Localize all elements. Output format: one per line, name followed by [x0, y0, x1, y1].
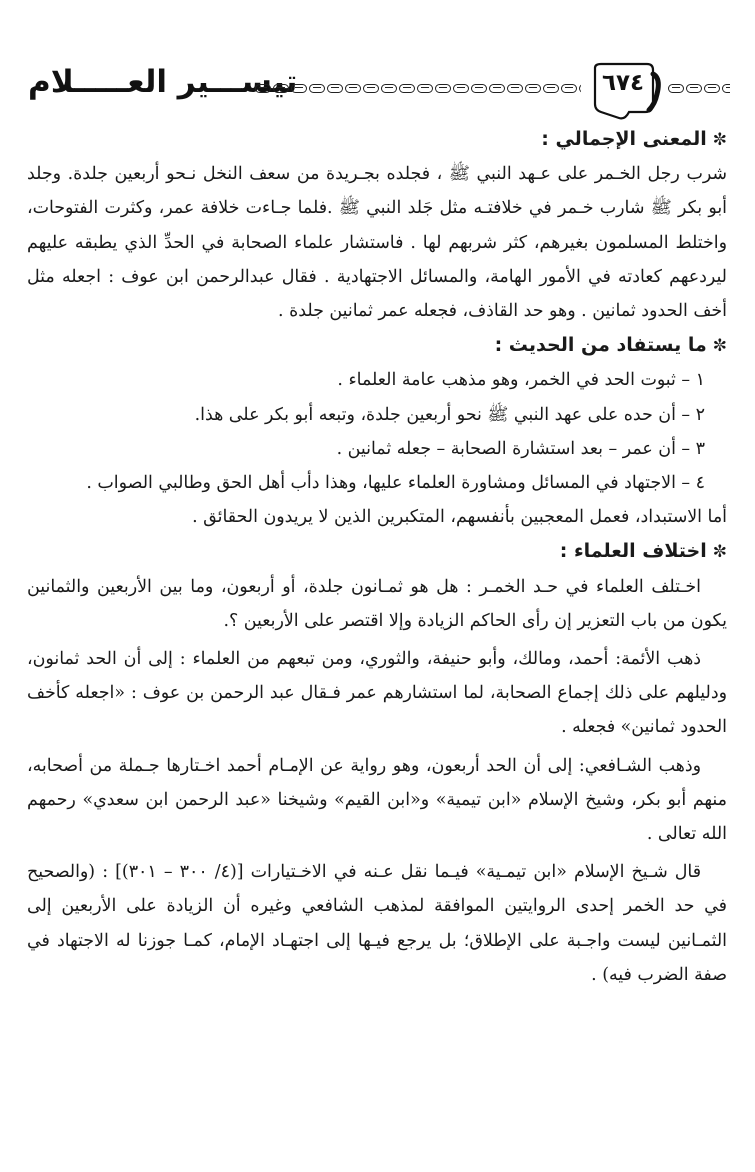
chain-ornament-icon [668, 82, 730, 94]
paragraph-general-meaning: شرب رجل الخـمر على عـهد النبي ﷺ ، فجلده بجـريدة من سعف النخل نـحو أربعين جلدة. وجلد أبو بكر ﷺ شارب خـمر في خلافتـه مثل جَلد النبي ﷺ .فلما جـاءت خلافة عمر، وكثرت الفتوحات، واختلط المسلمون بغيرهم، كثر شربهم لها . فاستشار علماء الصحابة في الحدِّ الذي يطبقه عليهم ليردعهم كعادته في الأمور الهامة، والمسائل الاجتهادية . فقال عبدالرحمن ابن عوف : اجعله مثل أخف الحدود ثمانين . وهو حد القاذف، فجعله عمر ثمانين جلدة . [27, 164, 727, 322]
heading-text: المعنى الإجمالي : [541, 128, 707, 150]
list-item: ١ – ثبوت الحد في الخمر، وهو مذهب عامة العلماء . [337, 370, 705, 391]
paragraph-disagreement: قال شـيخ الإسلام «ابن تيمـية» فيـما نقل عـنه في الاخـتيارات [(٤/ ٣٠٠ – ٣٠١)] : (والصحيح في حد الخمر إحدى الروايتين الموافقة لمذهب الشافعي وغيره أن الزيادة على الأربعين إلى الثمـانين ليست واجـبة على الإطلاق؛ بل يرجع فيـها إلى اجتهـاد الإمام، كمـا جوزنا له الاجتهاد في صفة الضرب فيه) . [27, 862, 727, 985]
book-title: تيســـير العـــــلام [28, 64, 298, 100]
paragraph-disagreement: اخـتلف العلماء في حـد الخمـر : هل هو ثمـانون جلدة، أو أربعون، وما بين الأربعين والثمانين يكون من باب التعزير إن رأى الحاكم الزيادة وإلا اقتصر على الأربعين ؟. [27, 576, 727, 631]
paragraph-benefits-closing: أما الاستبداد، فعمل المعجبين بأنفسهم، المتكبرين الذين لا يريدون الحقائق . [192, 507, 727, 528]
page-number: ٦٧٤ [601, 70, 645, 96]
list-item: ٢ – أن حده على عهد النبي ﷺ نحو أربعين جلدة، وتبعه أبو بكر على هذا. [194, 404, 705, 425]
section-heading-disagreement [27, 534, 727, 569]
list-item: ٤ – الاجتهاد في المسائل ومشاورة العلماء عليها، وهذا دأب أهل الحق وطالبي الصواب . [86, 473, 705, 494]
page-body [27, 122, 727, 992]
asterisk-star-icon: ✼ [712, 130, 727, 150]
heading-text: اختلاف العلماء : [559, 540, 707, 563]
asterisk-star-icon: ✼ [712, 542, 727, 563]
asterisk-star-icon: ✼ [712, 336, 727, 357]
list-item: ٣ – أن عمر – بعد استشارة الصحابة – جعله ثمانين . [336, 438, 705, 459]
section-heading-benefits [27, 328, 727, 363]
page-header [28, 60, 728, 124]
section-heading-general-meaning [27, 122, 727, 157]
paragraph-disagreement: وذهب الشـافعي: إلى أن الحد أربعون، وهو رواية عن الإمـام أحمد اخـتارها جـملة من أصحابه، منهم أبو بكر، وشيخ الإسلام «ابن تيمية» و«ابن القيم» وشيخنا «عبد الرحمن ابن سعدي» رحمهم الله تعالى . [27, 755, 727, 845]
chain-ornament-icon [255, 82, 581, 94]
page-number-badge-icon [589, 60, 663, 122]
paragraph-disagreement: ذهب الأئمة: أحمد، ومالك، وأبو حنيفة، والثوري، ومن تبعهم من العلماء : إلى أن الحد ثمانون، ودليلهم على ذلك إجماع الصحابة، لما استشارهم عمر فـقال عبد الرحمن بن عوف : «اجعله كأخف الحدود ثمانين» فجعله . [27, 649, 727, 738]
heading-text: ما يستفاد من الحديث : [494, 334, 707, 357]
